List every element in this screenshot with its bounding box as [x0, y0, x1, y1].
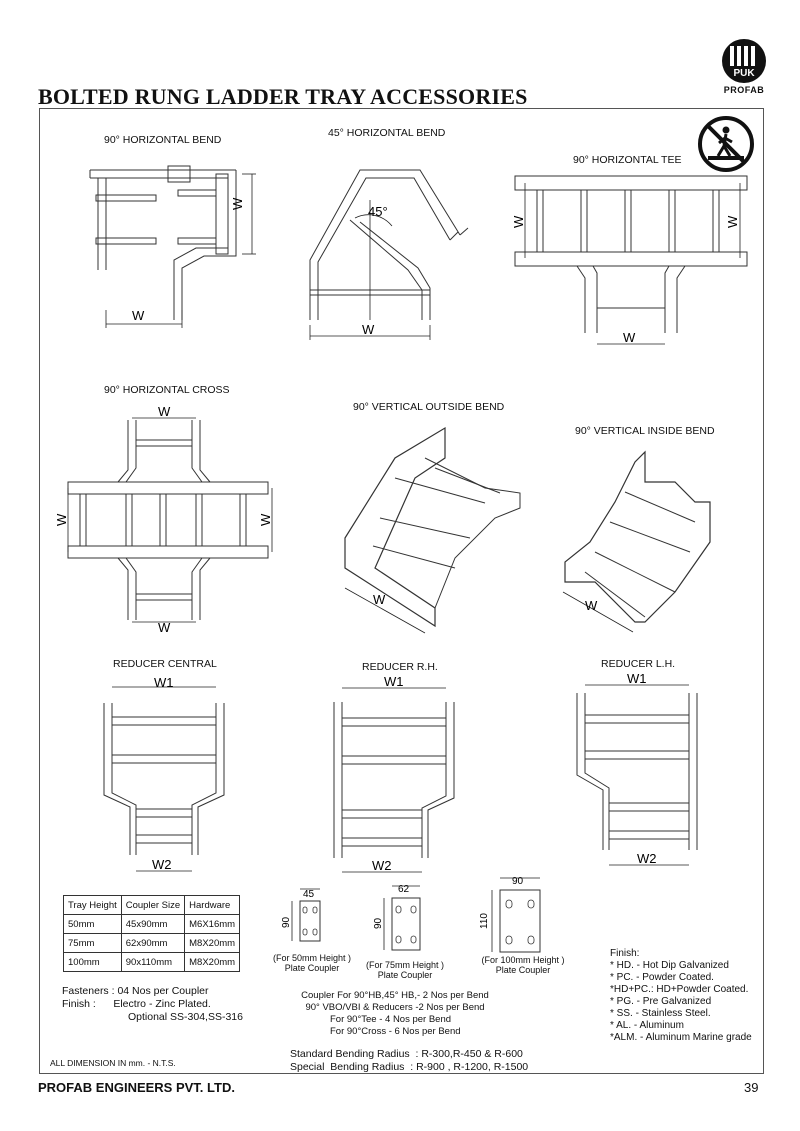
logo-lettering: PUK	[733, 68, 755, 79]
dim-w2: W2	[372, 858, 392, 873]
finish-line: Finish : Electro - Zinc Plated.	[62, 998, 211, 1010]
table-row	[64, 915, 240, 934]
finish-item: * HD. - Hot Dip Galvanized	[610, 960, 729, 971]
fastener-line: Fasteners : 04 Nos per Coupler	[62, 985, 209, 997]
no-walking-warning-icon	[698, 116, 754, 172]
coupler-caption-line1: (For 75mm Height )	[365, 960, 445, 970]
plate-coupler-75	[362, 880, 442, 960]
drawing-90-horizontal-cross	[54, 400, 280, 635]
table-header-row	[64, 896, 240, 915]
label-reducer-lh: REDUCER L.H.	[601, 658, 676, 670]
coupler-notes	[290, 990, 500, 1038]
label-90-horizontal-bend: 90° HORIZONTAL BEND	[104, 134, 222, 146]
finish-legend	[610, 948, 752, 1044]
dim-w: W	[362, 322, 375, 337]
table-cell: 75mm	[64, 934, 122, 953]
table-cell: 90x110mm	[121, 953, 184, 972]
label-90-vertical-outside-bend: 90° VERTICAL OUTSIDE BEND	[353, 401, 505, 413]
dim-w2: W2	[637, 851, 657, 866]
dim-w-vertical: W	[230, 197, 245, 210]
coupler-caption-line2: Plate Coupler	[495, 965, 551, 975]
table-cell: 62x90mm	[121, 934, 184, 953]
label-90-horizontal-tee: 90° HORIZONTAL TEE	[573, 154, 682, 166]
finish-item: *HD+PC.: HD+Powder Coated.	[610, 984, 749, 995]
table-header: Hardware	[185, 896, 240, 915]
standard-bending-radius: Standard Bending Radius : R-300,R-450 & R-600	[290, 1048, 523, 1060]
fastener-info	[62, 985, 243, 1024]
dim-w1: W1	[154, 675, 174, 690]
coupler-width: 62	[398, 884, 410, 895]
coupler-caption-50	[262, 953, 362, 973]
dim-w: W	[585, 598, 598, 613]
label-90-vertical-inside-bend: 90° VERTICAL INSIDE BEND	[575, 425, 715, 437]
finish-item: * AL. - Aluminum	[610, 1020, 684, 1031]
plate-coupler-50	[272, 885, 342, 960]
dim-w-top: W	[158, 404, 171, 419]
coupler-caption-line1: (For 50mm Height )	[272, 953, 352, 963]
table-cell: 100mm	[64, 953, 122, 972]
label-reducer-central: REDUCER CENTRAL	[113, 658, 217, 670]
finish-item: * SS. - Stainless Steel.	[610, 1008, 711, 1019]
special-bending-radius: Special Bending Radius : R-900 , R-1200, R-1500	[290, 1061, 529, 1073]
drawing-90-vertical-inside-bend	[555, 442, 725, 642]
dim-w-left: W	[54, 513, 69, 526]
coupler-caption-line2: Plate Coupler	[377, 970, 433, 980]
table-row	[64, 934, 240, 953]
table-cell: M8X20mm	[185, 953, 240, 972]
coupler-caption-75	[355, 960, 455, 980]
drawing-90-vertical-outside-bend	[335, 418, 535, 638]
coupler-spec-table	[63, 895, 240, 972]
finish-title: Finish:	[610, 948, 640, 959]
table-cell: M6X16mm	[185, 915, 240, 934]
coupler-caption-line2: Plate Coupler	[284, 963, 340, 973]
dim-angle-45: 45°	[368, 204, 388, 219]
finish-item: * PC. - Powder Coated.	[610, 972, 714, 983]
label-45-horizontal-bend: 45° HORIZONTAL BEND	[328, 127, 446, 139]
coupler-width: 45	[303, 889, 315, 900]
dim-w-right: W	[725, 215, 740, 228]
dim-w-bottom: W	[158, 620, 171, 635]
coupler-note: 90° VBO/VBI & Reducers -2 Nos per Bend	[305, 1002, 485, 1013]
table-header: Tray Height	[64, 896, 122, 915]
label-reducer-rh: REDUCER R.H.	[362, 661, 438, 673]
footer-divider	[39, 1073, 764, 1074]
coupler-note: For 90°Cross - 6 Nos per Bend	[330, 1026, 461, 1037]
coupler-caption-100	[468, 955, 578, 975]
page-number: 39	[744, 1080, 759, 1095]
finish-item: *ALM. - Aluminum Marine grade	[610, 1032, 752, 1043]
table-header: Coupler Size	[121, 896, 184, 915]
drawing-reducer-lh	[573, 671, 703, 875]
bending-radius	[290, 1048, 528, 1074]
dim-w2: W2	[152, 857, 172, 872]
coupler-height: 90	[281, 916, 292, 928]
finish-item: * PG. - Pre Galvanized	[610, 996, 712, 1007]
company-name: PROFAB ENGINEERS PVT. LTD.	[38, 1080, 235, 1095]
table-cell: 45x90mm	[121, 915, 184, 934]
coupler-note: Coupler For 90°HB,45° HB,- 2 Nos per Bend	[301, 990, 489, 1001]
coupler-height: 110	[479, 913, 490, 929]
dim-w-bottom: W	[623, 330, 636, 345]
coupler-height: 90	[373, 917, 384, 929]
profab-logo	[721, 38, 767, 84]
label-90-horizontal-cross: 90° HORIZONTAL CROSS	[104, 384, 230, 396]
drawing-reducer-central	[100, 675, 230, 875]
drawing-90-horizontal-bend	[86, 150, 276, 350]
coupler-caption-line1: (For 100mm Height )	[481, 955, 565, 965]
coupler-note: For 90°Tee - 4 Nos per Bend	[330, 1014, 452, 1025]
table-cell: M8X20mm	[185, 934, 240, 953]
drawing-45-horizontal-bend	[300, 140, 480, 350]
dim-w1: W1	[384, 674, 404, 689]
table-row	[64, 953, 240, 972]
optional-line: Optional SS-304,SS-316	[128, 1011, 243, 1023]
drawing-reducer-rh	[330, 674, 460, 878]
dim-w-horizontal: W	[132, 308, 145, 323]
coupler-width: 90	[512, 876, 524, 887]
dim-w1: W1	[627, 671, 647, 686]
page-title: BOLTED RUNG LADDER TRAY ACCESSORIES	[38, 84, 528, 109]
plate-coupler-100	[468, 872, 558, 957]
drawing-90-horizontal-tee	[505, 168, 755, 353]
table-cell: 50mm	[64, 915, 122, 934]
dimension-note: ALL DIMENSION IN mm. - N.T.S.	[50, 1058, 176, 1068]
dim-w-right: W	[258, 513, 273, 526]
dim-w: W	[373, 592, 386, 607]
dim-w-left: W	[511, 215, 526, 228]
logo-caption: PROFAB	[723, 85, 765, 95]
